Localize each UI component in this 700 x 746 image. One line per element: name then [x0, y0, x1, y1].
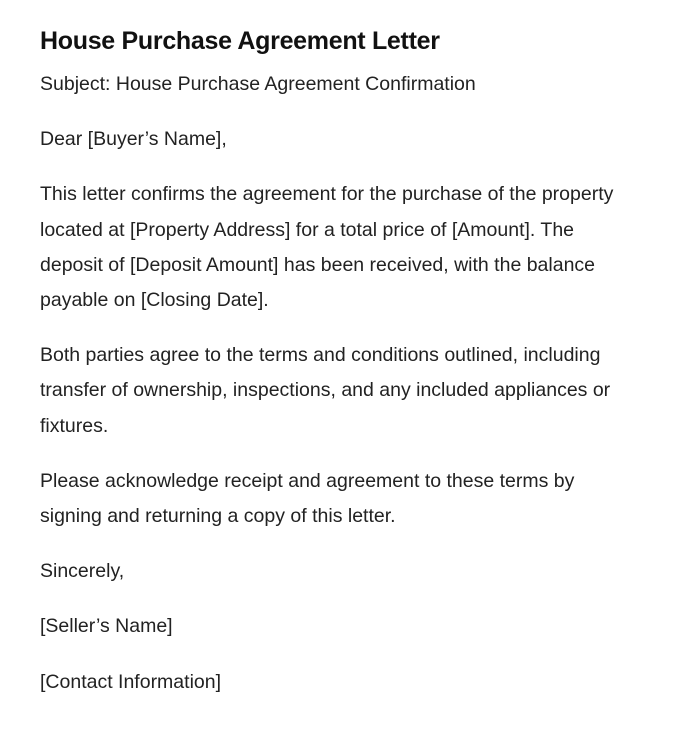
letter-paragraph-2: Both parties agree to the terms and conditions outlined, including transfer of ownership, inspections, and any included appliances or fixtures.: [40, 344, 611, 437]
letter-title: House Purchase Agreement Letter: [40, 27, 440, 55]
letter-paragraph-1: This letter confirms the agreement for the purchase of the property located at [Property Address] for a total price of [Amount]. The deposit of [Deposit Amount] has been received, with the balance payable on [Closing Date].: [40, 183, 614, 312]
letter-subject: Subject: House Purchase Agreement Confirmation: [40, 73, 476, 95]
letter-contact-info: [Contact Information]: [40, 670, 222, 693]
letter-signer-name: [Seller’s Name]: [40, 615, 173, 638]
letter-paragraph-3: Please acknowledge receipt and agreement to these terms by signing and returning a copy of this letter.: [40, 469, 575, 528]
letter-closing: Sincerely,: [40, 560, 125, 583]
letter-greeting: Dear [Buyer’s Name],: [40, 128, 227, 151]
